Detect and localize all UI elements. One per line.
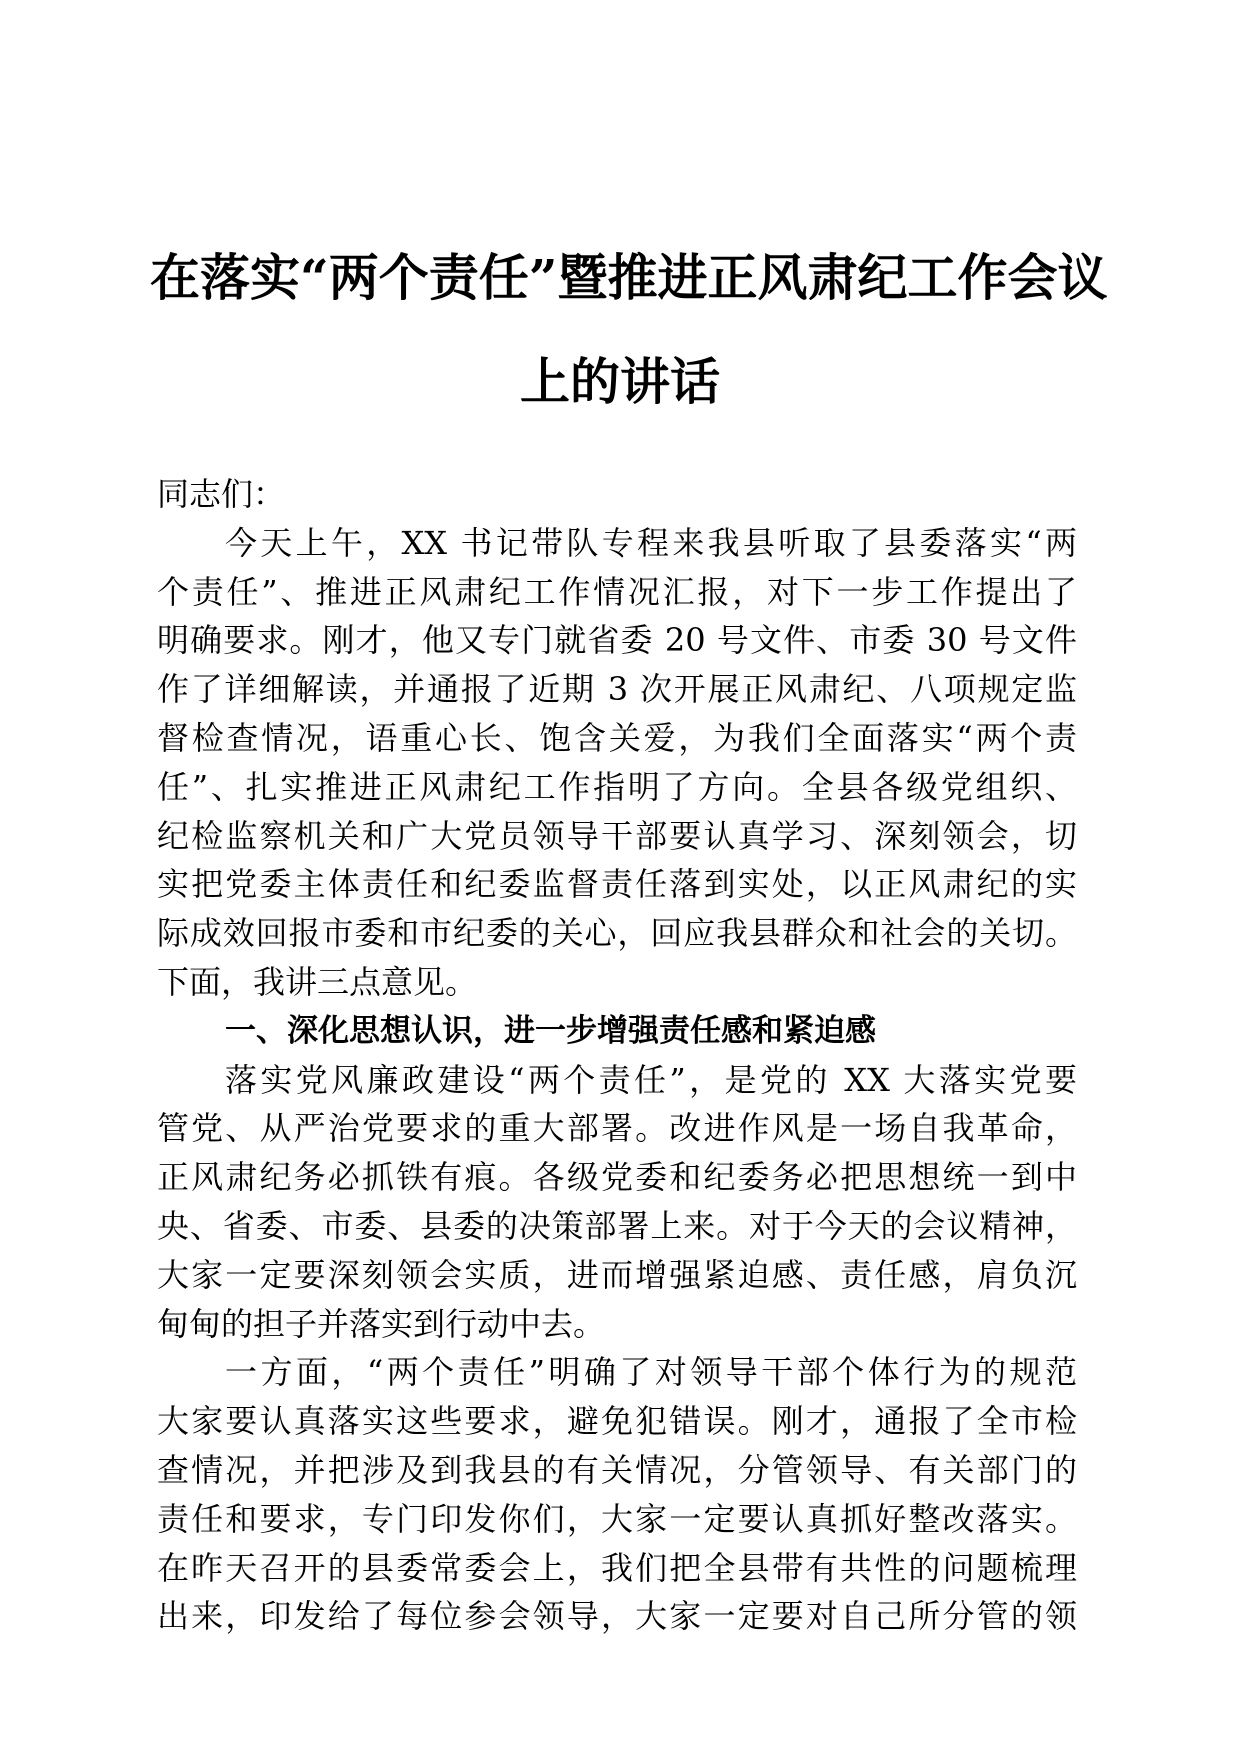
paragraph-line: 落实党风廉政建设“两个责任”，是党的 XX 大落实党要 [225,1060,1077,1099]
document-body [157,470,1077,1641]
paragraph-line: 一方面，“两个责任”明确了对领导干部个体行为的规范 [225,1353,1077,1392]
paragraph-line: 央、省委、市委、县委的决策部署上来。对于今天的会议精神， [157,1206,1077,1245]
paragraph-line: 作了详细解读，并通报了近期 3 次开展正风肃纪、八项规定监 [157,670,1077,709]
paragraph-line: 出来，印发给了每位参会领导，大家一定要对自己所分管的领 [157,1597,1077,1636]
paragraph-line: 纪检监察机关和广大党员领导干部要认真学习、深刻领会，切 [157,816,1077,855]
paragraph-line: 甸甸的担子并落实到行动中去。 [157,1304,606,1343]
document-title [150,226,1108,434]
paragraph-line: 大家一定要深刻领会实质，进而增强紧迫感、责任感，肩负沉 [157,1255,1077,1294]
paragraph-line: 督检查情况，语重心长、饱含关爱，为我们全面落实“两个责 [157,718,1077,757]
paragraph-3 [157,1348,1077,1641]
paragraph-line: 在昨天召开的县委常委会上，我们把全县带有共性的问题梳理 [157,1548,1077,1587]
title-line-1: 在落实“两个责任”暨推进正风肃纪工作会议 [150,248,1108,307]
paragraph-line: 查情况，并把涉及到我县的有关情况，分管领导、有关部门的 [157,1450,1077,1489]
title-line-2: 上的讲话 [520,352,720,411]
paragraph-line: 责任和要求，专门印发你们，大家一定要认真抓好整改落实。 [157,1499,1077,1538]
paragraph-line: 明确要求。刚才，他又专门就省委 20 号文件、市委 30 号文件 [157,621,1077,660]
paragraph-line: 管党、从严治党要求的重大部署。改进作风是一场自我革命， [157,1109,1077,1148]
paragraph-2 [157,1056,1077,1349]
section-heading-1: 一、深化思想认识，进一步增强责任感和紧迫感 [225,1012,876,1049]
paragraph-line: 今天上午，XX 书记带队专程来我县听取了县委落实“两 [225,523,1077,562]
paragraph-line: 实把党委主体责任和纪委监督责任落到实处，以正风肃纪的实 [157,865,1077,904]
paragraph-line: 任”、扎实推进正风肃纪工作指明了方向。全县各级党组织、 [157,767,1077,806]
paragraph-line: 个责任”、推进正风肃纪工作情况汇报，对下一步工作提出了 [157,572,1077,611]
salutation: 同志们： [157,475,286,513]
paragraph-line: 正风肃纪务必抓铁有痕。各级党委和纪委务必把思想统一到中 [157,1158,1077,1197]
paragraph-1 [157,519,1077,1007]
paragraph-line: 下面，我讲三点意见。 [157,962,478,1001]
paragraph-line: 际成效回报市委和市纪委的关心，回应我县群众和社会的关切。 [157,914,1077,953]
paragraph-line: 大家要认真落实这些要求，避免犯错误。刚才，通报了全市检 [157,1402,1077,1441]
